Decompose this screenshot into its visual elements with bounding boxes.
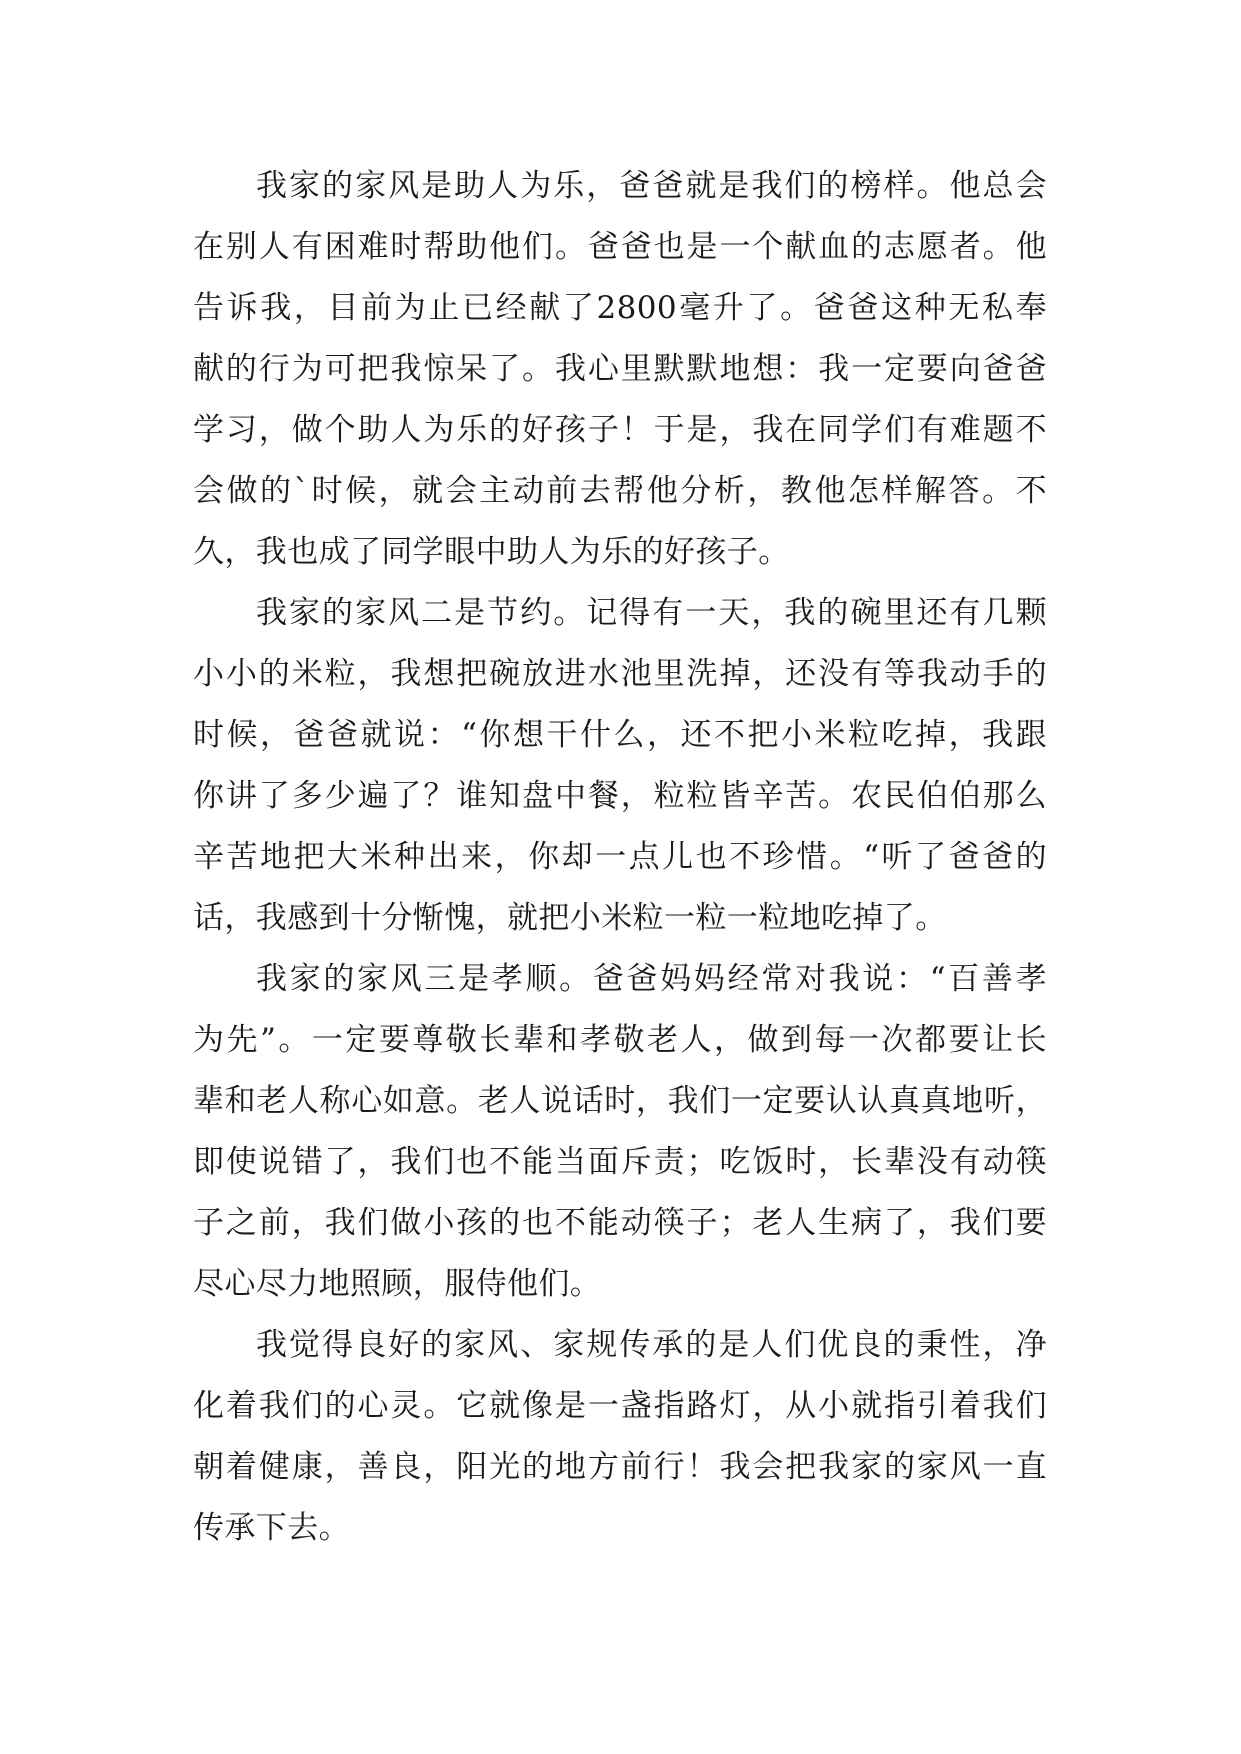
paragraph-1 (193, 156, 1047, 583)
text-line: 话，我感到十分惭愧，就把小米粒一粒一粒地吃掉了。 (193, 900, 947, 936)
text-line: 辛苦地把大米种出来，你却一点儿也不珍惜。“听了爸爸的 (193, 839, 1047, 875)
text-line: 我家的家风是助人为乐，爸爸就是我们的榜样。他总会 (256, 168, 1047, 204)
text-line: 我家的家风二是节约。记得有一天，我的碗里还有几颗 (256, 595, 1047, 631)
text-line: 子之前，我们做小孩的也不能动筷子；老人生病了，我们要 (193, 1205, 1047, 1241)
paragraph-4 (193, 1315, 1047, 1559)
text-line: 辈和老人称心如意。老人说话时，我们一定要认认真真地听， (193, 1083, 1047, 1119)
text-line: 为先”。一定要尊敬长辈和孝敬老人，做到每一次都要让长 (193, 1022, 1047, 1058)
text-line: 传承下去。 (193, 1510, 350, 1546)
text-line: 会做的`时候，就会主动前去帮他分析，教他怎样解答。不 (193, 473, 1047, 509)
text-line: 告诉我，目前为止已经献了2800毫升了。爸爸这种无私奉 (193, 290, 1047, 326)
text-line: 即使说错了，我们也不能当面斥责；吃饭时，长辈没有动筷 (193, 1144, 1047, 1180)
text-line: 在别人有困难时帮助他们。爸爸也是一个献血的志愿者。他 (193, 229, 1047, 265)
text-line: 学习，做个助人为乐的好孩子！于是，我在同学们有难题不 (193, 412, 1047, 448)
essay-body (193, 156, 1047, 1559)
text-line: 我家的家风三是孝顺。爸爸妈妈经常对我说：“百善孝 (256, 961, 1047, 997)
paragraph-3 (193, 949, 1047, 1315)
text-line: 朝着健康，善良，阳光的地方前行！我会把我家的家风一直 (193, 1449, 1047, 1485)
text-line: 化着我们的心灵。它就像是一盏指路灯，从小就指引着我们 (193, 1388, 1047, 1424)
text-line: 我觉得良好的家风、家规传承的是人们优良的秉性，净 (256, 1327, 1047, 1363)
text-line: 你讲了多少遍了？谁知盘中餐，粒粒皆辛苦。农民伯伯那么 (193, 778, 1047, 814)
text-line: 小小的米粒，我想把碗放进水池里洗掉，还没有等我动手的 (193, 656, 1047, 692)
text-line: 献的行为可把我惊呆了。我心里默默地想：我一定要向爸爸 (193, 351, 1047, 387)
text-line: 久，我也成了同学眼中助人为乐的好孩子。 (193, 534, 790, 570)
text-line: 时候，爸爸就说：“你想干什么，还不把小米粒吃掉，我跟 (193, 717, 1047, 753)
text-line: 尽心尽力地照顾，服侍他们。 (193, 1266, 602, 1302)
paragraph-2 (193, 583, 1047, 949)
